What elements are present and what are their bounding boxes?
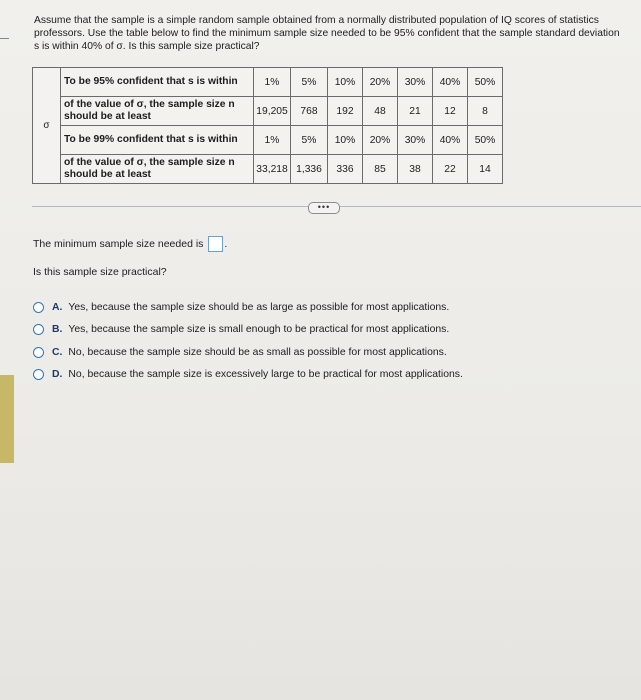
left-edge-strip <box>0 375 14 463</box>
option-letter: D. <box>52 369 63 381</box>
option-letter: B. <box>52 324 63 336</box>
option-text: Yes, because the sample size is small enough to be practical for most applications. <box>68 324 450 336</box>
min-sample-suffix: . <box>224 238 228 250</box>
table-cell: 48 <box>363 97 398 126</box>
table-cell: 1,336 <box>291 155 328 184</box>
option-letter: C. <box>52 346 63 358</box>
answer-options <box>33 296 463 386</box>
table-cell: 22 <box>433 155 468 184</box>
min-sample-line <box>33 236 227 252</box>
sample-size-table <box>32 67 503 184</box>
table-cell: 33,218 <box>254 155 291 184</box>
option-text: No, because the sample size is excessively large to be practical for most applications. <box>68 369 463 381</box>
table-row <box>33 97 503 126</box>
table-cell: 768 <box>291 97 328 126</box>
min-sample-label: The minimum sample size needed is <box>33 238 204 250</box>
option-c[interactable] <box>33 341 463 364</box>
table-cell: 20% <box>363 126 398 155</box>
radio-button-icon[interactable] <box>33 302 44 313</box>
sigma-symbol: σ <box>33 68 61 184</box>
practical-question: Is this sample size practical? <box>33 266 167 278</box>
table-cell: 336 <box>328 155 363 184</box>
option-d[interactable] <box>33 364 463 387</box>
table-cell: 10% <box>328 68 363 97</box>
option-text: No, because the sample size should be as small as possible for most applications. <box>68 346 447 358</box>
table-cell: 8 <box>468 97 503 126</box>
table-cell: 85 <box>363 155 398 184</box>
option-text: Yes, because the sample size should be as large as possible for most applications. <box>68 301 450 313</box>
table-cell: 30% <box>398 68 433 97</box>
option-a[interactable] <box>33 296 463 319</box>
table-cell: 192 <box>328 97 363 126</box>
table-cell: 1% <box>254 126 291 155</box>
radio-button-icon[interactable] <box>33 324 44 335</box>
table-cell: 30% <box>398 126 433 155</box>
table-row <box>33 155 503 184</box>
table-cell: 12 <box>433 97 468 126</box>
table-cell: 5% <box>291 68 328 97</box>
row-label: of the value of σ, the sample size n should be at least <box>61 97 254 126</box>
table-cell: 40% <box>433 68 468 97</box>
left-edge-mark <box>0 38 9 39</box>
option-letter: A. <box>52 301 63 313</box>
table-cell: 21 <box>398 97 433 126</box>
table-cell: 19,205 <box>254 97 291 126</box>
table-cell: 40% <box>433 126 468 155</box>
row-label: of the value of σ, the sample size n should be at least <box>61 155 254 184</box>
table-cell: 14 <box>468 155 503 184</box>
radio-button-icon[interactable] <box>33 347 44 358</box>
table-cell: 1% <box>254 68 291 97</box>
table-cell: 38 <box>398 155 433 184</box>
table-row <box>33 126 503 155</box>
table-cell: 5% <box>291 126 328 155</box>
radio-button-icon[interactable] <box>33 369 44 380</box>
table-cell: 50% <box>468 126 503 155</box>
question-text: Assume that the sample is a simple random sample obtained from a normally distributed population of IQ scores of statistics professors. Use the table below to find the minimum sample size needed to be 95% confident that the sample standard deviation s is within 40% of σ. Is this sample size practical? <box>34 15 620 52</box>
table-cell: 20% <box>363 68 398 97</box>
option-b[interactable] <box>33 319 463 342</box>
row-label: To be 95% confident that s is within <box>61 68 254 97</box>
expand-more-button[interactable]: ••• <box>308 202 340 214</box>
row-label: To be 99% confident that s is within <box>61 126 254 155</box>
table-cell: 50% <box>468 68 503 97</box>
table-row <box>33 68 503 97</box>
table-cell: 10% <box>328 126 363 155</box>
min-sample-answer-input[interactable] <box>208 236 223 252</box>
